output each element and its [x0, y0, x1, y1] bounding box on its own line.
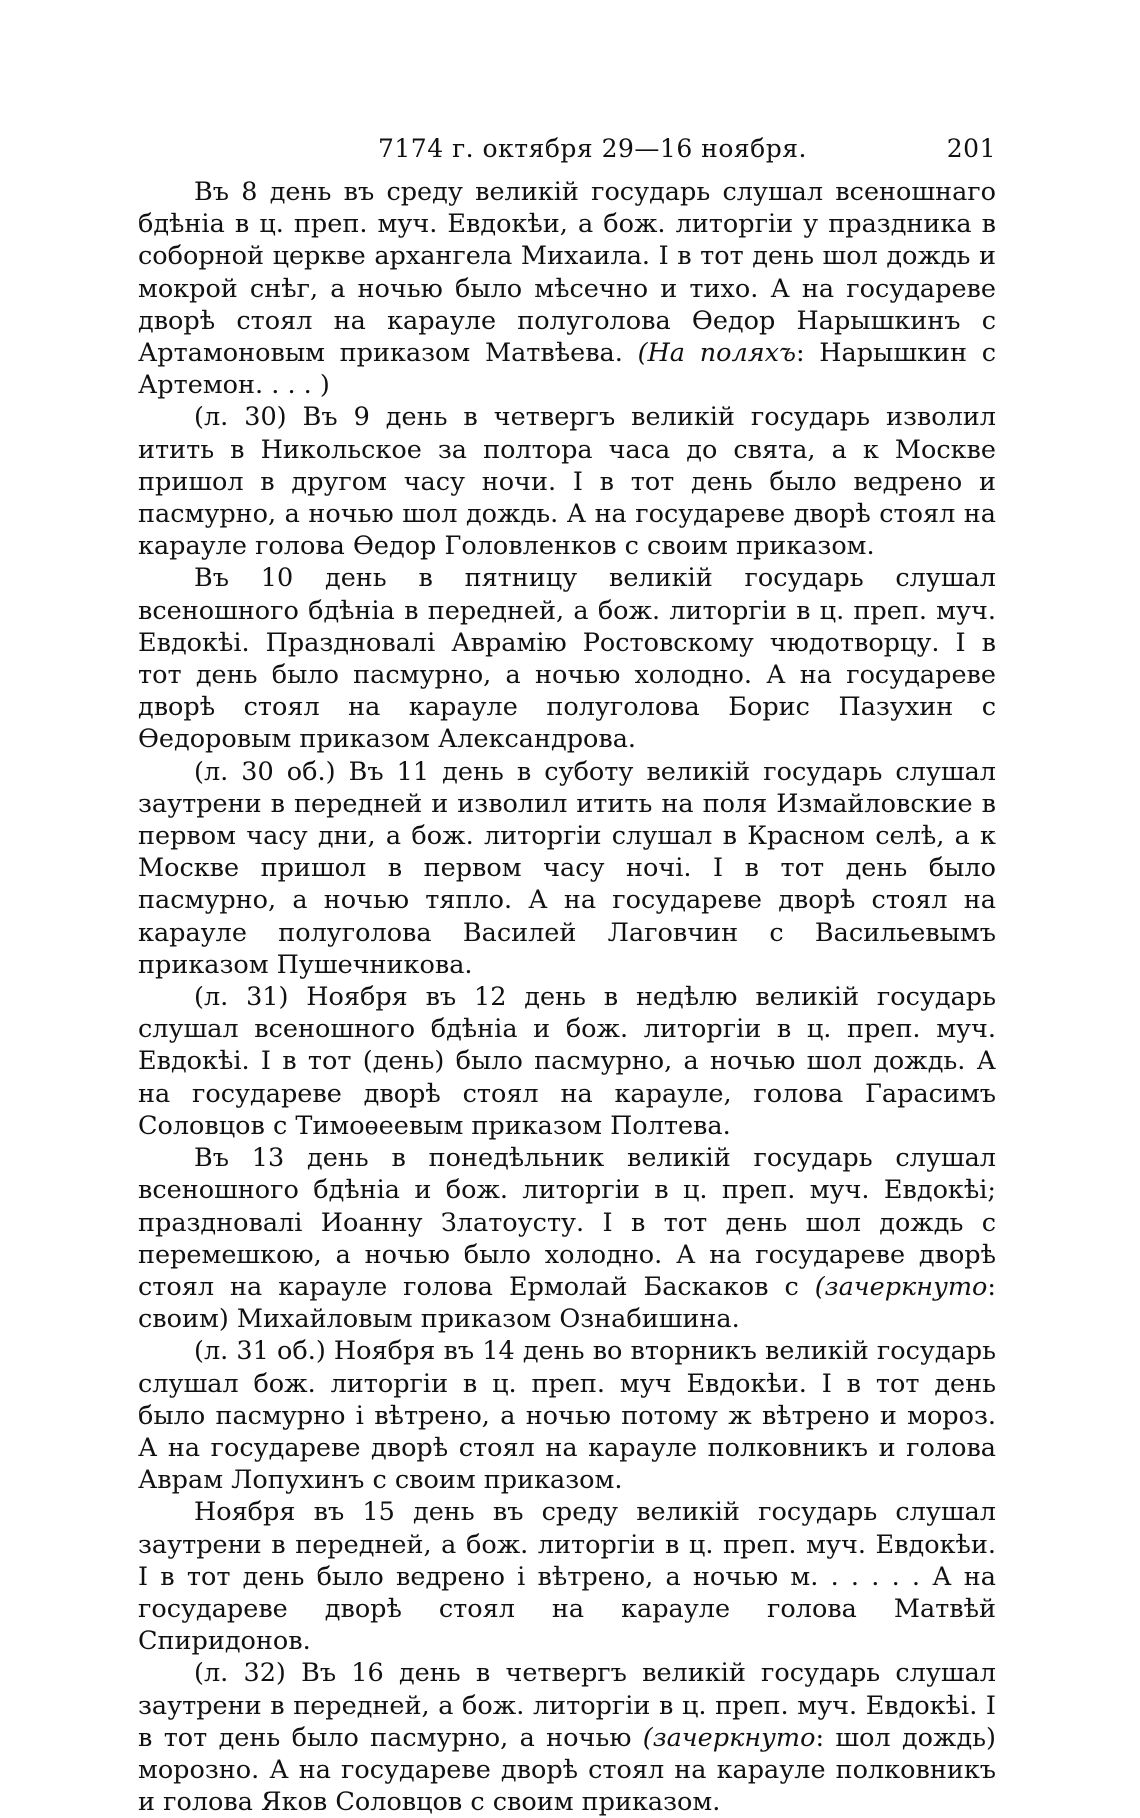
paragraph [138, 981, 996, 1142]
paragraph [138, 401, 996, 562]
page-header [138, 128, 996, 176]
paragraph-text: : шол дождь) морозно. А на государеве дворѣ стоял на карауле полковникъ и голова Яков Соловцов с своим приказом. [138, 1722, 997, 1818]
margin-note-text: : Нарышкин с Артемон. . . . ) [138, 338, 996, 401]
paragraph-text: Въ 13 день в понедѣльник великій государь слушал всеношного бдѣніа и бож. литоргіи в ц. преп. муч. Евдокѣі; праздновалі Иоанну Златоусту. І в тот день шол дождь с перемешкою, а ночью было холодно. А на государеве дворѣ стоял на карауле голова Ермолай Баскаков с [138, 1143, 996, 1302]
paragraph [138, 1142, 996, 1335]
body-text [138, 176, 996, 1818]
paragraph-text: Ноября въ 15 день въ среду великій государь слушал заутрени в передней, а бож. литоргіи в ц. преп. муч. Евдокѣи. І в тот день было ведрено і вѣтрено, а ночью м. . . . . . А на государеве дворѣ стоял на карауле голова Матвѣй Спиридонов. [138, 1497, 996, 1657]
paragraph-text: (л. 32) Въ 16 день в четвергъ великій государь слушал заутрени в передней, а бож. литоргіи в ц. преп. муч. Евдокѣі. І в тот день было пасмурно, а ночью [138, 1658, 996, 1753]
running-title: 7174 г. октября 29—16 ноября. [378, 134, 807, 163]
paragraph-text: (л. 31 об.) Ноября въ 14 день во вторникъ великій государь слушал бож. литоргіи в ц. преп. муч Евдокѣи. І в тот день было пасмурно і вѣтрено, а ночью потому ж вѣтрено и мороз. А на государеве дворѣ стоял на карауле полковникъ и голова Аврам Лопухинъ с своим приказом. [138, 1336, 996, 1496]
paragraph [138, 562, 996, 755]
paragraph-text: (л. 30 об.) Въ 11 день в суботу великій государь слушал заутрени в передней и изволил итить на поля Измайловские в первом часу дни, а бож. литоргіи слушал в Красном селѣ, а к Москве пришол в первом часу ночі. І в тот день было пасмурно, а ночью тяпло. А на государеве дворѣ стоял на карауле полуголова Василей Лаговчин с Васильевымъ приказом Пушечникова. [138, 756, 996, 980]
paragraph-text: Въ 10 день в пятницу великій государь слушал всеношного бдѣніа в передней, а бож. литоргіи в ц. преп. муч. Евдокѣі. Праздновалі Аврамію Ростовскому чюдотворцу. І в тот день было пасмурно, а ночью холодно. А на государеве дворѣ стоял на карауле полуголова Борис Пазухин с Өедоровым приказом Александрова. [138, 563, 996, 755]
paragraph-text: (л. 30) Въ 9 день в четвергъ великій государь изволил итить в Никольское за полтора часа до свята, а к Москве пришол в другом часу ночи. І в тот день было ведрено и пасмурно, а ночью шол дождь. А на государеве дворѣ стоял на карауле голова Өедор Головленков с своим приказом. [138, 402, 996, 562]
document-page [138, 128, 996, 1818]
paragraph [138, 176, 996, 401]
strikeout-note-label: (зачеркнуто [814, 1271, 988, 1302]
page-number: 201 [946, 134, 996, 163]
paragraph-text: (л. 31) Ноября въ 12 день в недѣлю великій государь слушал всеношного бдѣніа и бож. литоргіи в ц. преп. муч. Евдокѣі. І в тот (день) было пасмурно, а ночью шол дождь. А на государеве дворѣ стоял на карауле, голова Гарасимъ Соловцов с Тимоѳеевым приказом Полтева. [138, 982, 996, 1141]
paragraph-text: : своим) Михайловым приказом Ознабишина. [138, 1271, 996, 1335]
paragraph [138, 1335, 996, 1496]
paragraph [138, 756, 996, 981]
paragraph [138, 1657, 996, 1818]
paragraph-text: Въ 8 день въ среду великій государь слушал всеношнаго бдѣніа в ц. преп. муч. Евдокѣи, а бож. литоргіи у праздника в соборной церкве архангела Михаила. І в тот день шол дождь и мокрой снѣг, а ночью было мѣсечно и тихо. А на государеве дворѣ стоял на карауле полуголова Өедор Нарышкинъ с Артамоновым приказом Матвѣева. [138, 177, 996, 369]
paragraph [138, 1496, 996, 1657]
strikeout-note-label: (зачеркнуто [642, 1722, 816, 1753]
margin-note-label: (На поляхъ [637, 338, 796, 369]
